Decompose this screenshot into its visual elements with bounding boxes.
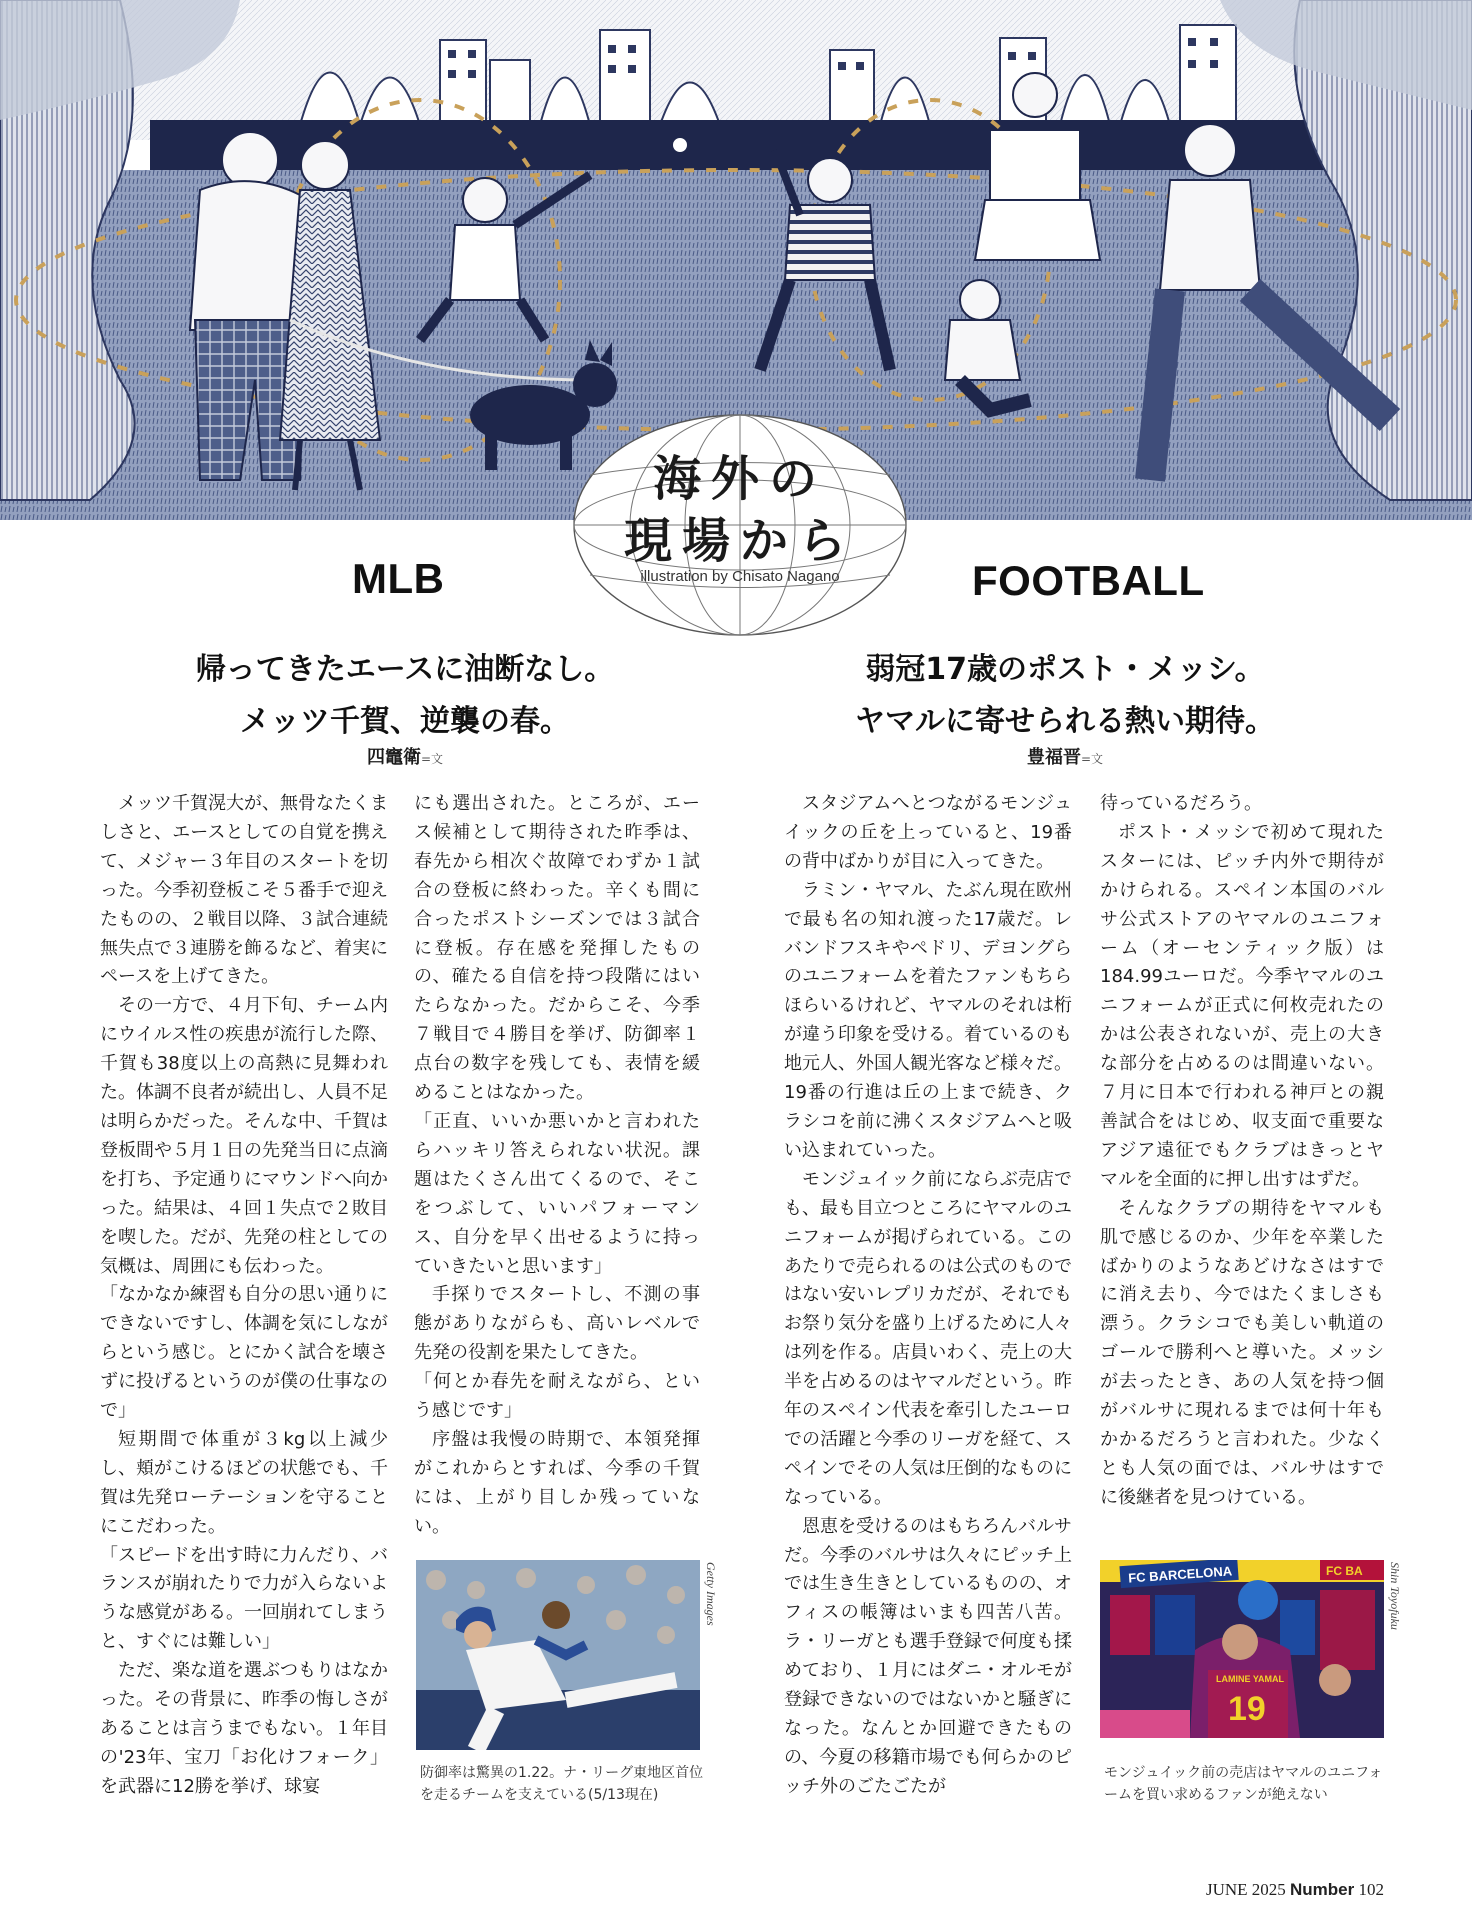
mlb-quote: 「スピードを出す時に力んだり、バランスが崩れたりで力が入らないような感覚がある。一回崩れてしまうと、すぐには難しい」 [100, 1544, 388, 1653]
football-photo-caption: モンジュイック前の売店はヤマルのユニフォームを買い求めるファンが絶えない [1104, 1765, 1383, 1803]
footer-issue: JUNE 2025 [1205, 1880, 1286, 1899]
mlb-quote: 「正直、いいか悪いかと言われたらハッキリ答えられない状況。課題はたくさん出てくるので、そこをつぶして、いいパフォーマンス、自分を早く出せるように持っていきたいと思います」 [414, 1110, 700, 1277]
illustration-credit: illustration by Chisato Nagano [640, 568, 840, 585]
feature-title-globe [570, 410, 910, 650]
mlb-author: 四竈衛 [366, 747, 421, 768]
mlb-quote: 「なかなか練習も自分の思い通りにできないですし、体調を気にしながらという感じ。とにかく試合を壊さずに投げるというのが僕の仕事なので」 [100, 1284, 388, 1422]
mlb-paragraph: 短期間で体重が３kg以上減少し、頬がこけるほどの状態でも、千賀は先発ローテーションを守ることにこだわった。 [100, 1428, 388, 1537]
mlb-paragraph: にも選出された。ところが、エース候補として期待された昨季は、春先から相次ぐ故障でわずか１試合の登板に終わった。辛くも間に合ったポストシーズンでは３試合に登板。存在感を発揮したものの、確たる自信を持つ段階にはいたらなかった。だからこそ、今季７戦目で４勝目を挙げ、防御率１点台の数字を残しても、表情を緩めることはなかった。 [414, 793, 700, 1104]
football-column-2 [1100, 790, 1384, 1513]
mlb-column-1 [100, 790, 388, 1802]
mlb-photo-credit: Getty Images [704, 1562, 718, 1626]
mlb-headline-line2: メッツ千賀、逆襲の春。 [240, 704, 570, 739]
shirt-name-text: LAMINE YAMAL [1216, 1674, 1285, 1684]
awning-sign-text-right: FC BA [1326, 1564, 1363, 1578]
mlb-paragraph: その一方で、４月下旬、チーム内にウイルス性の疾患が流行した際、千賀も38度以上の高熱に見舞われた。体調不良者が続出し、人員不足は明らかだった。そんな中、千賀は登板間や５月１日の先発当日に点滴を打ち、予定通りにマウンドへ向かった。結果は、４回１失点で２敗目を喫した。だが、先発の柱としての気概は、周囲にも伝わった。 [100, 995, 388, 1277]
football-paragraph: 待っているだろう。 [1100, 793, 1262, 814]
senga-pitching-photo [416, 1560, 700, 1750]
feature-title-line1: 海外の [652, 451, 827, 507]
footer-magazine: Number [1290, 1880, 1355, 1899]
mlb-quote: 「何とか春先を耐えながら、という感じです」 [414, 1371, 700, 1422]
football-headline [770, 644, 1360, 748]
stall-image [1100, 1560, 1384, 1738]
barcelona-stall-photo [1100, 1560, 1384, 1738]
mlb-author-suffix: =文 [420, 752, 444, 766]
mlb-paragraph: メッツ千賀滉大が、無骨なたくましさと、エースとしての自覚を携えて、メジャー３年目のスタートを切った。今季初登板こそ５番手で迎えたものの、２戦目以降、３試合連続無失点で３連勝を飾るなど、着実にペースを上げてきた。 [100, 793, 388, 988]
football-paragraph: モンジュイック前にならぶ売店でも、最も目立つところにヤマルのユニフォームが掲げられている。このあたりで売られるのは公式のものではない安いレプリカだが、それでもお祭り気分を盛り上げるために人々は列を作る。店員いわく、売上の大半を占めるのはヤマルだという。昨年のスペイン代表を牽引したユーロでの活躍と今季のリーガを経て、スペインでその人気は圧倒的なものになっている。 [784, 1168, 1072, 1508]
feature-title-line2: 現場から [623, 513, 856, 569]
shirt-number-text: 19 [1228, 1690, 1266, 1728]
football-paragraph: そんなクラブの期待をヤマルも肌で感じるのか、少年を卒業したばかりのようなあどけなさはすでに消え去り、今ではたくましさも漂う。クラシコでも美しい軌道のゴールで勝利へと導いた。メッシが去ったとき、あの人気を持つ個がバルサに現れるまでは何十年もかかるだろうと言われた。少なくとも人気の面では、バルサはすでに後継者を見つけている。 [1100, 1197, 1384, 1508]
football-headline-line2: ヤマルに寄せられる熱い期待。 [855, 704, 1275, 739]
mlb-column-2 [414, 790, 700, 1542]
football-byline [770, 743, 1360, 769]
pitcher-image [416, 1560, 700, 1750]
football-column-1 [784, 790, 1072, 1802]
football-paragraph: ポスト・メッシで初めて現れたスターには、ピッチ内外で期待がかけられる。スペイン本国のバルサ公式ストアのヤマルのユニフォーム（オーセンティック版）は184.99ユーロだ。今季ヤマルのユニフォームが正式に何枚売れたのかは公表されないが、売上の大きな部分を占めるのは間違いない。７月に日本で行われる神戸との親善試合をはじめ、収支面で重要なアジア遠征でもクラブはきっとヤマルを全面的に押し出すはずだ。 [1100, 821, 1384, 1190]
football-author-suffix: =文 [1080, 752, 1104, 766]
mlb-byline [110, 743, 700, 769]
mlb-paragraph: ただ、楽な道を選ぶつもりはなかった。その背景に、昨季の悔しさがあることは言うまでもない。１年目の'23年、宝刀「お化けフォーク」を武器に12勝を挙げ、球宴 [100, 1660, 388, 1797]
mlb-photo-caption: 防御率は驚異の1.22。ナ・リーグ東地区首位を走るチームを支えている(5/13現在) [420, 1765, 704, 1803]
page-footer [1206, 1880, 1384, 1900]
awning-sign-text: FC BARCELONA [1127, 1563, 1233, 1586]
football-author: 豊福晋 [1026, 747, 1081, 768]
mlb-headline [110, 644, 700, 748]
football-headline-line1: 弱冠17歳のポスト・メッシ。 [865, 652, 1265, 687]
football-section-label: FOOTBALL [972, 557, 1205, 604]
football-paragraph: スタジアムへとつながるモンジュイックの丘を上っていると、19番の背中ばかりが目に入ってきた。 [784, 793, 1072, 872]
footer-page-number: 102 [1358, 1880, 1384, 1899]
mlb-paragraph: 序盤は我慢の時期で、本領発揮がこれからとすれば、今季の千賀には、上がり目しか残っていない。 [414, 1428, 700, 1537]
mlb-section-label: MLB [352, 555, 445, 602]
football-paragraph: 恩恵を受けるのはもちろんバルサだ。今季のバルサは久々にピッチ上では生き生きとしているものの、オフィスの帳簿はいまも四苦八苦。ラ・リーガとも選手登録で何度も揉めており、１月にはダニ・オルモが登録できないのではないかと騒ぎになった。なんとか回避できたものの、今夏の移籍市場でも何らかのピッチ外のごたごたが [784, 1515, 1072, 1797]
mlb-headline-line1: 帰ってきたエースに油断なし。 [195, 652, 615, 687]
football-photo-credit: Shin Toyofuku [1388, 1562, 1402, 1630]
mlb-paragraph: 手探りでスタートし、不測の事態がありながらも、高いレベルで先発の役割を果たしてきた。 [414, 1284, 700, 1364]
football-paragraph: ラミン・ヤマル、たぶん現在欧州で最も名の知れ渡った17歳だ。レバンドフスキやペドリ、デヨングらのユニフォームを着たファンもちらほらいるけれど、ヤマルのそれは桁が違う印象を受ける。着ているのも地元人、外国人観光客など様々だ。19番の行進は丘の上まで続き、クラシコを前に沸くスタジアムへと吸い込まれていった。 [784, 879, 1072, 1161]
